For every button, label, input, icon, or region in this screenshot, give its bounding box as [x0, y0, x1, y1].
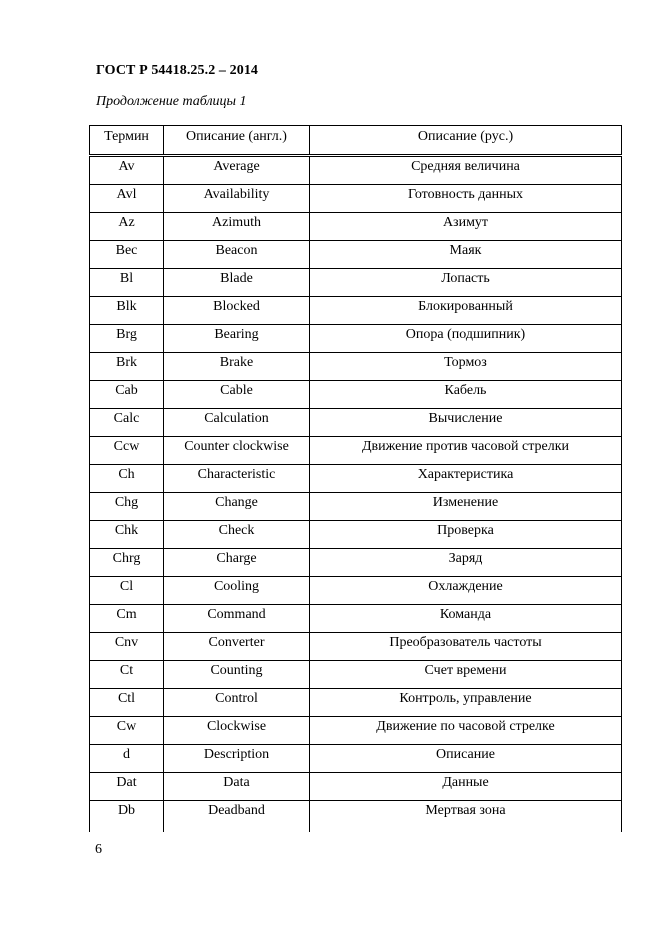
- table-row: [90, 213, 622, 241]
- cell-description-en: Description: [164, 745, 310, 773]
- cell-description-en: Cooling: [164, 577, 310, 605]
- table-row: [90, 297, 622, 325]
- cell-term: Blk: [90, 297, 164, 325]
- table-row: [90, 745, 622, 773]
- terms-table: [89, 125, 622, 832]
- cell-description-en: Brake: [164, 353, 310, 381]
- cell-description-en: Calculation: [164, 409, 310, 437]
- cell-term: Ctl: [90, 689, 164, 717]
- cell-description-ru: Вычисление: [310, 409, 622, 437]
- cell-description-ru: Движение против часовой стрелки: [310, 437, 622, 465]
- cell-description-en: Deadband: [164, 801, 310, 833]
- cell-description-ru: Счет времени: [310, 661, 622, 689]
- table-row: [90, 325, 622, 353]
- cell-term: Ct: [90, 661, 164, 689]
- table-continuation-caption: Продолжение таблицы 1: [96, 94, 247, 109]
- cell-description-ru: Готовность данных: [310, 185, 622, 213]
- cell-description-ru: Описание: [310, 745, 622, 773]
- cell-description-en: Converter: [164, 633, 310, 661]
- cell-term: Ch: [90, 465, 164, 493]
- cell-description-ru: Контроль, управление: [310, 689, 622, 717]
- cell-term: d: [90, 745, 164, 773]
- cell-description-ru: Охлаждение: [310, 577, 622, 605]
- table-row: [90, 633, 622, 661]
- cell-description-en: Control: [164, 689, 310, 717]
- cell-description-ru: Средняя величина: [310, 156, 622, 185]
- cell-description-ru: Изменение: [310, 493, 622, 521]
- cell-term: Cm: [90, 605, 164, 633]
- cell-term: Chg: [90, 493, 164, 521]
- cell-description-ru: Тормоз: [310, 353, 622, 381]
- cell-description-en: Azimuth: [164, 213, 310, 241]
- table-row: [90, 437, 622, 465]
- cell-term: Calc: [90, 409, 164, 437]
- cell-term: Bec: [90, 241, 164, 269]
- standard-title: ГОСТ Р 54418.25.2 – 2014: [96, 63, 259, 78]
- cell-description-ru: Команда: [310, 605, 622, 633]
- cell-description-ru: Лопасть: [310, 269, 622, 297]
- cell-description-ru: Проверка: [310, 521, 622, 549]
- cell-description-ru: Маяк: [310, 241, 622, 269]
- cell-description-ru: Мертвая зона: [310, 801, 622, 833]
- table-row: [90, 269, 622, 297]
- page-number: 6: [95, 842, 102, 857]
- table-row: [90, 493, 622, 521]
- cell-description-en: Counting: [164, 661, 310, 689]
- cell-description-ru: Движение по часовой стрелке: [310, 717, 622, 745]
- table-row: [90, 185, 622, 213]
- cell-description-en: Change: [164, 493, 310, 521]
- table-row: [90, 773, 622, 801]
- cell-term: Cnv: [90, 633, 164, 661]
- cell-term: Chk: [90, 521, 164, 549]
- cell-term: Cab: [90, 381, 164, 409]
- cell-description-ru: Характеристика: [310, 465, 622, 493]
- cell-term: Ccw: [90, 437, 164, 465]
- cell-description-en: Command: [164, 605, 310, 633]
- cell-description-en: Average: [164, 156, 310, 185]
- table-row: [90, 381, 622, 409]
- cell-term: Dat: [90, 773, 164, 801]
- table-row: [90, 801, 622, 833]
- table-row: [90, 241, 622, 269]
- cell-description-en: Clockwise: [164, 717, 310, 745]
- cell-term: Bl: [90, 269, 164, 297]
- cell-description-en: Blocked: [164, 297, 310, 325]
- header-term: Термин: [90, 126, 164, 156]
- cell-description-en: Counter clockwise: [164, 437, 310, 465]
- table-row: [90, 409, 622, 437]
- table-body: [90, 156, 622, 833]
- cell-term: Az: [90, 213, 164, 241]
- cell-description-en: Cable: [164, 381, 310, 409]
- table-row: [90, 605, 622, 633]
- cell-description-en: Charge: [164, 549, 310, 577]
- table-row: [90, 353, 622, 381]
- cell-description-en: Blade: [164, 269, 310, 297]
- cell-term: Brg: [90, 325, 164, 353]
- cell-term: Brk: [90, 353, 164, 381]
- cell-description-ru: Преобразователь частоты: [310, 633, 622, 661]
- cell-term: Cl: [90, 577, 164, 605]
- cell-term: Db: [90, 801, 164, 833]
- table-row: [90, 156, 622, 185]
- cell-description-en: Bearing: [164, 325, 310, 353]
- cell-term: Avl: [90, 185, 164, 213]
- table-row: [90, 661, 622, 689]
- cell-description-en: Availability: [164, 185, 310, 213]
- table-row: [90, 689, 622, 717]
- cell-description-ru: Опора (подшипник): [310, 325, 622, 353]
- header-description-en: Описание (англ.): [164, 126, 310, 156]
- header-description-ru: Описание (рус.): [310, 126, 622, 156]
- cell-description-ru: Блокированный: [310, 297, 622, 325]
- cell-description-ru: Азимут: [310, 213, 622, 241]
- cell-description-ru: Данные: [310, 773, 622, 801]
- table-row: [90, 717, 622, 745]
- cell-description-ru: Кабель: [310, 381, 622, 409]
- cell-term: Cw: [90, 717, 164, 745]
- table-header-row: [90, 126, 622, 156]
- table-row: [90, 577, 622, 605]
- cell-description-en: Characteristic: [164, 465, 310, 493]
- cell-term: Av: [90, 156, 164, 185]
- cell-description-en: Data: [164, 773, 310, 801]
- table-row: [90, 465, 622, 493]
- cell-description-en: Beacon: [164, 241, 310, 269]
- table-row: [90, 521, 622, 549]
- cell-description-en: Check: [164, 521, 310, 549]
- cell-description-ru: Заряд: [310, 549, 622, 577]
- table-row: [90, 549, 622, 577]
- cell-term: Chrg: [90, 549, 164, 577]
